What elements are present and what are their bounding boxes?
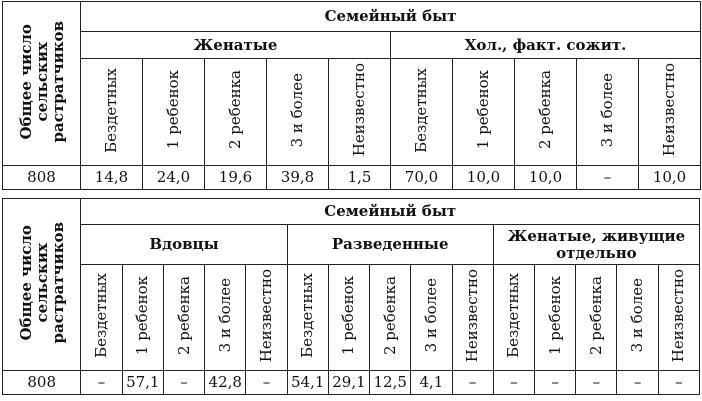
column-header: 3 и более — [267, 59, 329, 166]
table-cell: 54,1 — [287, 371, 328, 395]
column-header: 2 ребенка — [370, 265, 411, 371]
subgroup-header-single-cohabiting: Хол., факт. сожит. — [391, 32, 701, 59]
total-label: Общее число сельских растратчиков — [16, 20, 67, 143]
column-header: 1 ребенок — [453, 59, 515, 166]
subgroup-header-widowers: Вдовцы — [81, 225, 287, 265]
table-cell: 4,1 — [411, 371, 452, 395]
table-cell: 19,6 — [205, 166, 267, 190]
table-cell: 10,0 — [453, 166, 515, 190]
column-header: 1 ребенок — [328, 265, 369, 371]
table-cell: – — [246, 371, 287, 395]
column-header: Неизвестно — [639, 59, 701, 166]
group-header: Семейный быт — [81, 199, 700, 225]
column-header: Неизвестно — [246, 265, 287, 371]
column-header: 1 ребенок — [143, 59, 205, 166]
column-header: 1 ребенок — [122, 265, 163, 371]
group-header: Семейный быт — [81, 2, 701, 32]
column-header: 2 ребенка — [515, 59, 577, 166]
table-cell: – — [576, 371, 617, 395]
table-cell: 70,0 — [391, 166, 453, 190]
column-header: Неизвестно — [658, 265, 699, 371]
column-header: Бездетных — [493, 265, 534, 371]
table-cell: 10,0 — [639, 166, 701, 190]
column-header: 3 и более — [411, 265, 452, 371]
column-header: 1 ребенок — [535, 265, 576, 371]
corner-cell — [3, 2, 81, 166]
table-cell: 14,8 — [81, 166, 143, 190]
column-header: Бездетных — [287, 265, 328, 371]
family-status-table-1 — [2, 1, 701, 190]
column-header: Бездетных — [391, 59, 453, 166]
column-header: Бездетных — [81, 265, 122, 371]
table-cell: 42,8 — [205, 371, 246, 395]
table-cell: – — [658, 371, 699, 395]
table-cell: 24,0 — [143, 166, 205, 190]
column-header: Неизвестно — [329, 59, 391, 166]
table-cell: 1,5 — [329, 166, 391, 190]
table-cell: 10,0 — [515, 166, 577, 190]
column-header: Бездетных — [81, 59, 143, 166]
total-value: 808 — [3, 371, 81, 395]
table-cell: – — [617, 371, 658, 395]
family-status-table-2 — [2, 198, 700, 395]
column-header: 2 ребенка — [205, 59, 267, 166]
table-cell: – — [493, 371, 534, 395]
column-header: Неизвестно — [452, 265, 493, 371]
column-header: 3 и более — [205, 265, 246, 371]
table-cell: 29,1 — [328, 371, 369, 395]
table-cell: – — [81, 371, 122, 395]
table-cell: 12,5 — [370, 371, 411, 395]
column-header: 2 ребенка — [576, 265, 617, 371]
subgroup-header-divorced: Разведенные — [287, 225, 493, 265]
total-label: Общее число сельских растратчиков — [16, 221, 67, 344]
total-value: 808 — [3, 166, 81, 190]
column-header: 2 ребенка — [163, 265, 204, 371]
table-cell: – — [452, 371, 493, 395]
table-cell: – — [163, 371, 204, 395]
subgroup-header-married: Женатые — [81, 32, 391, 59]
subgroup-header-married-separate: Женатые, живущие отдельно — [493, 225, 699, 265]
corner-cell — [3, 199, 81, 371]
table-cell: – — [535, 371, 576, 395]
table-cell: – — [577, 166, 639, 190]
table-cell: 39,8 — [267, 166, 329, 190]
column-header: 3 и более — [577, 59, 639, 166]
table-cell: 57,1 — [122, 371, 163, 395]
column-header: 3 и более — [617, 265, 658, 371]
